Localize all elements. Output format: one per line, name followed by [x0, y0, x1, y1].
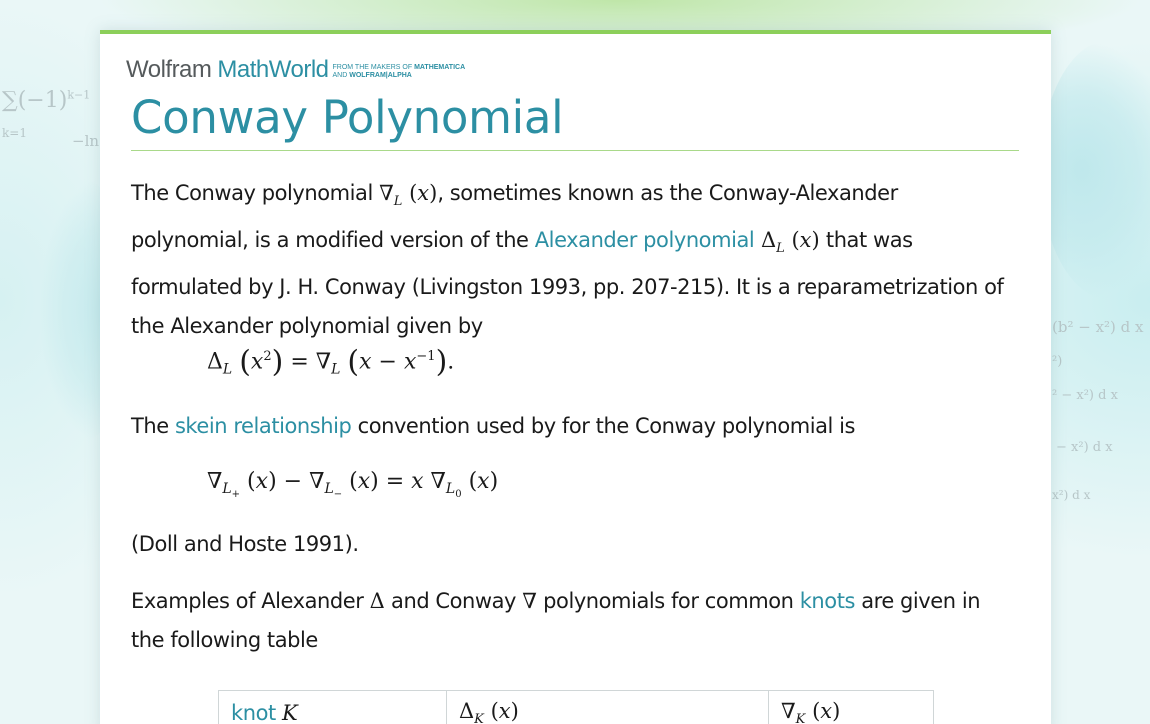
logo-mathworld-text: MathWorld [217, 56, 329, 83]
skein-paragraph: The skein relationship convention used by for the Conway polynomial is [131, 414, 856, 438]
citation-paragraph: (Doll and Hoste 1991). [131, 532, 359, 556]
skein-relationship-link[interactable]: skein relationship [174, 414, 352, 438]
knot-link[interactable]: knot [231, 701, 276, 724]
equation-skein-relation: $\nabla_{L_+}$ $(x) - \nabla_{L_-}$ (x) = x $\nabla_{L_0}$ (x) [207, 469, 499, 501]
title-divider [131, 150, 1019, 151]
math-delta-symbol: Δ [369, 589, 385, 613]
site-logo[interactable] [126, 58, 465, 82]
equation-reparametrization: $\Delta_L$ $(x^2) = \nabla_L$ $(x - x^{-1})$. [207, 344, 455, 380]
page-title: Conway Polynomial [131, 91, 564, 144]
math-conway-nabla-l-x: $\nabla_L$ (x) [379, 181, 438, 210]
background-formula-decoration: (b² − x²) d x [1052, 318, 1144, 336]
table-header-row [219, 691, 934, 724]
background-formula-decoration: $\sum(-1)^{k-1}$ [2, 88, 91, 113]
math-nabla-symbol: ∇ [522, 589, 537, 613]
table-header-knot: knot K [219, 691, 447, 724]
article-card [100, 30, 1051, 724]
background-formula-decoration: x²) d x [1052, 488, 1091, 502]
table-header-conway: $\nabla_K$ (x) [769, 691, 934, 724]
table-header-alexander: $\Delta_K$ (x) [447, 691, 769, 724]
knots-link[interactable]: knots [799, 589, 855, 613]
background-formula-decoration: ²) [1052, 354, 1063, 369]
background-formula-decoration: −ln [72, 132, 100, 150]
intro-paragraph: The Conway polynomial $\nabla_L$ (x), sometimes known as the Conway-Alexander polynomial, is a modified version of the Alexander polynomial $\Delta_L$ (x) that was formulated by J. H. Conway (Livingston 1993, pp. 207-215). It is a reparametrization of the Alexander polynomial given by [131, 181, 1004, 339]
background-swirl-decoration [1040, 40, 1150, 300]
math-alexander-delta-l-x: $\Delta_L$ (x) [754, 228, 820, 257]
logo-tagline: FROM THE MAKERS OF MATHEMATICA AND WOLFRAM|ALPHA [332, 64, 466, 79]
knot-polynomial-table [218, 690, 934, 724]
background-formula-decoration: k=1 [2, 126, 27, 140]
alexander-polynomial-link[interactable]: Alexander polynomial [534, 228, 755, 253]
logo-wolfram-text: Wolfram [126, 56, 212, 83]
background-formula-decoration: ² − x²) d x [1052, 388, 1118, 403]
background-formula-decoration: − x²) d x [1056, 440, 1113, 455]
examples-paragraph: Examples of Alexander Δ and Conway ∇ polynomials for common knots are given in the following table [131, 589, 981, 652]
